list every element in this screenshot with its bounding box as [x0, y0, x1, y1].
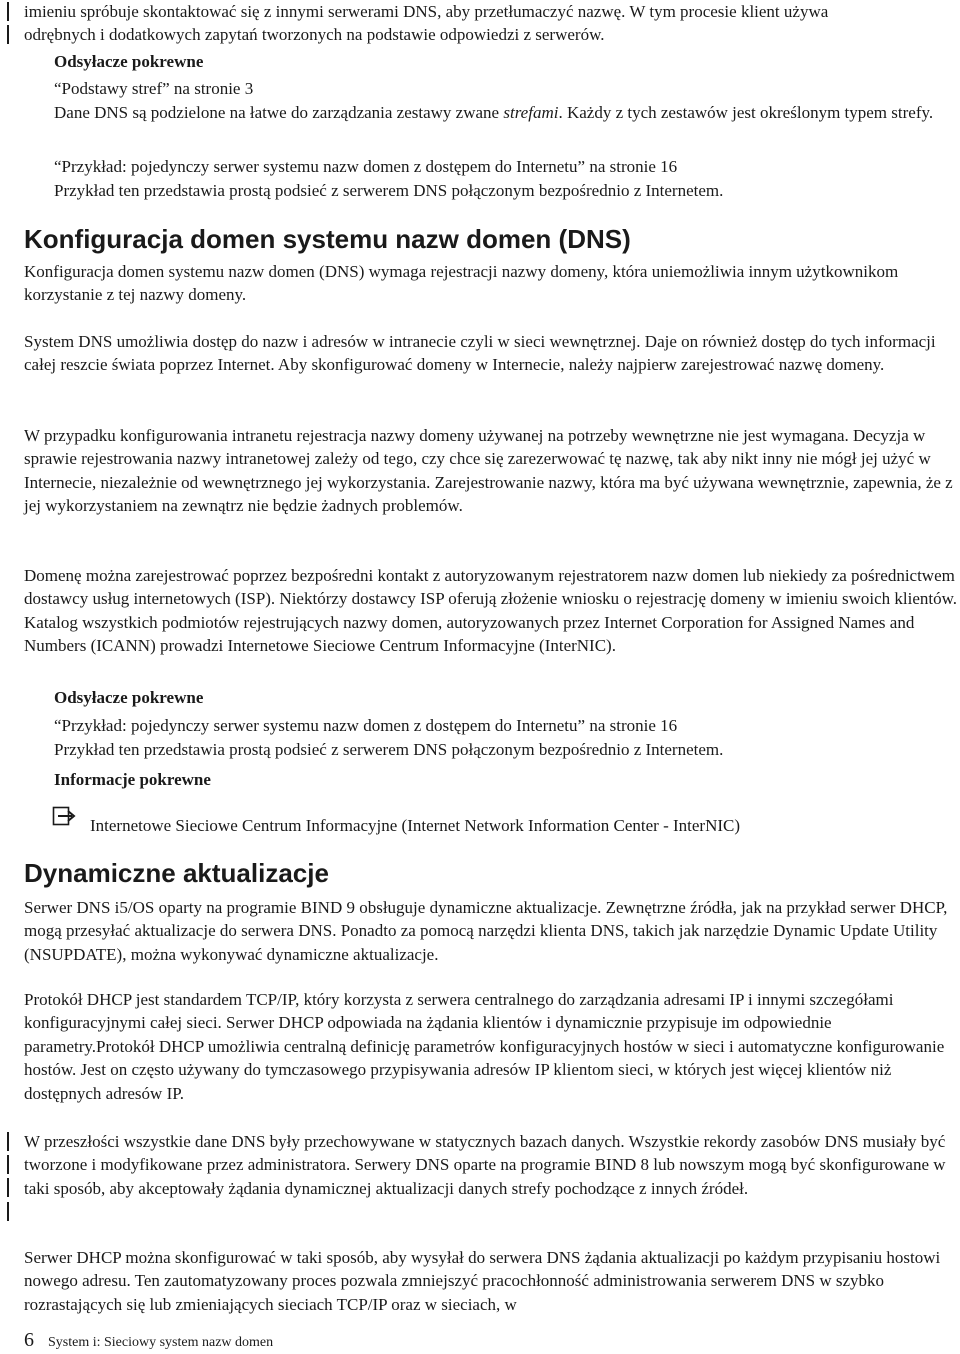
related-links-heading: Odsyłacze pokrewne	[54, 688, 204, 707]
paragraph: Serwer DHCP można skonfigurować w taki sposób, aby wysyłał do serwera DNS żądania aktualizacji po każdym przypisaniu hostowi nowego adresu. Ten zautomatyzowany proces pozwala zmniejszyć pracochłonność administrowania serwerem DNS w szybko rozrastających się lub zmieniających sieciach TCP/IP oraz w sieciach, w	[24, 1248, 941, 1314]
related-link-description: Przykład ten przedstawia prostą podsieć z serwerem DNS połączonym bezpośrednio z Internetem.	[54, 181, 724, 200]
section-heading: Dynamiczne aktualizacje	[24, 858, 329, 888]
related-info-heading: Informacje pokrewne	[54, 770, 211, 789]
footer-text: System i: Sieciowy system nazw domen	[48, 1335, 274, 1350]
paragraph-continuation-line: imieniu spróbuje skontaktować się z innymi serwerami DNS, aby przetłumaczyć nazwę. W tym procesie klient używa	[24, 2, 829, 21]
revision-bar	[7, 1132, 9, 1151]
paragraph: W przypadku konfigurowania intranetu rejestracja nazwy domeny używanej na potrzeby wewnętrzne nie jest wymagana. Decyzja w sprawie rejestrowania nazwy intranetowej zależy od tego, czy chce się zarezerwować tę nazwę, tak aby nikt inny nie mógł jej użyć w Internecie, niezależnie od wewnętrznego jej wykorzystania. Zarejestrowanie nazwy, która ma być używana wewnętrznie, zapewnia, że z jej wykorzystaniem na zewnątrz nie będzie żadnych problemów.	[24, 426, 953, 516]
revision-bar	[7, 1178, 9, 1197]
revision-bar	[7, 2, 9, 21]
related-link-description: Dane DNS są podzielone na łatwe do zarządzania zestawy zwane strefami. Każdy z tych zestawów jest określonym typem strefy.	[54, 103, 934, 122]
section-heading: Konfiguracja domen systemu nazw domen (DNS)	[24, 224, 631, 254]
related-links-heading: Odsyłacze pokrewne	[54, 52, 204, 71]
related-link-zones[interactable]: “Podstawy stref” na stronie 3	[54, 79, 254, 98]
related-link-description: Przykład ten przedstawia prostą podsieć z serwerem DNS połączonym bezpośrednio z Internetem.	[54, 740, 724, 759]
paragraph: Domenę można zarejestrować poprzez bezpośredni kontakt z autoryzowanym rejestratorem nazw domen lub niekiedy za pośrednictwem dostawcy usług internetowych (ISP). Niektórzy dostawcy ISP oferują złożenie wniosku o rejestrację domeny w imieniu swoich klientów. Katalog wszystkich podmiotów rejestrujących nazwy domen, autoryzowanych przez Internet Corporation for Assigned Names and Numbers (ICANN) prowadzi Internetowe Sieciowe Centrum Informacyjne (InterNIC).	[24, 566, 958, 656]
revision-bar	[7, 25, 9, 44]
paragraph: Konfiguracja domen systemu nazw domen (DNS) wymaga rejestracji nazwy domeny, która uniemożliwia innym użytkownikom korzystanie z tej nazwy domeny.	[24, 262, 899, 305]
page-footer	[24, 1330, 273, 1353]
page-number: 6	[24, 1329, 34, 1351]
paragraph: System DNS umożliwia dostęp do nazw i adresów w intranecie czyli w sieci wewnętrznej. Daje on również dostęp do tych informacji całej reszcie świata poprzez Internet. Aby skonfigurować domeny w Internecie, należy najpierw zarejestrować nazwę domeny.	[24, 332, 936, 375]
external-link-icon	[52, 806, 78, 826]
revision-bar	[7, 1155, 9, 1174]
paragraph: Serwer DNS i5/OS oparty na programie BIND 9 obsługuje dynamiczne aktualizacje. Zewnętrzne źródła, jak na przykład serwer DHCP, mogą przesyłać aktualizacje do serwera DNS. Ponadto za pomocą narzędzi klienta DNS, takich jak narzędzie Dynamic Update Utility (NSUPDATE), można wykonywać dynamiczne aktualizacje.	[24, 898, 948, 964]
related-link-single-server-example[interactable]: “Przykład: pojedynczy serwer systemu nazw domen z dostępem do Internetu” na stronie 16	[54, 716, 678, 735]
info-link-internic[interactable]: Internetowe Sieciowe Centrum Informacyjne (Internet Network Information Center - InterNIC)	[90, 816, 741, 835]
paragraph-continuation-line: odrębnych i dodatkowych zapytań tworzonych na podstawie odpowiedzi z serwerów.	[24, 25, 605, 44]
revision-bar	[7, 1202, 9, 1221]
paragraph: Protokół DHCP jest standardem TCP/IP, który korzysta z serwera centralnego do zarządzania adresami IP i innymi szczegółami konfiguracyjnymi całej sieci. Serwer DHCP odpowiada na żądania klientów i dynamicznie przypisuje im odpowiednie parametry.Protokół DHCP umożliwia centralną definicję parametrów konfiguracyjnych hostów w sieci i automatyczne konfigurowanie hostów. Jest on często używany do tymczasowego przypisywania adresów IP klientom sieci, w których jest więcej klientów niż dostępnych adresów IP.	[24, 990, 945, 1103]
paragraph: W przeszłości wszystkie dane DNS były przechowywane w statycznych bazach danych. Wszystkie rekordy zasobów DNS musiały być tworzone i modyfikowane przez administratora. Serwery DNS oparte na programie BIND 8 lub nowszym mogą być skonfigurowane w taki sposób, aby akceptowały żądania dynamicznej aktualizacji danych strefy pochodzące z innych źródeł.	[24, 1132, 946, 1198]
related-link-single-server-example[interactable]: “Przykład: pojedynczy serwer systemu nazw domen z dostępem do Internetu” na stronie 16	[54, 157, 678, 176]
